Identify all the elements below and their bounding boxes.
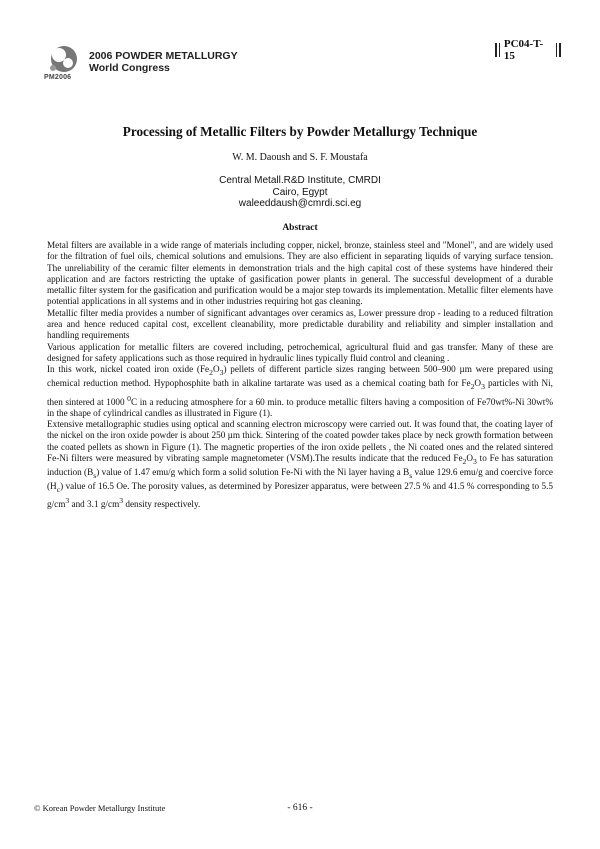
code-bar-icon — [499, 43, 500, 57]
code-bar-icon — [556, 43, 557, 57]
text-run: to Fe has saturation induction (B — [47, 453, 553, 478]
subscript: 2 — [462, 456, 467, 466]
subscript: s — [93, 471, 97, 481]
superscript: 3 — [65, 496, 70, 506]
code-bar-icon — [559, 43, 561, 57]
author-email: waleeddaush@cmrdi.sci.eg — [238, 198, 362, 210]
text-run: ) value of 16.5 Oe. The porosity values, as determined by Poresizer apparatus, were between 27.5 % and 41.5 % corresponding to 5.5 g/cm — [47, 481, 553, 510]
text-run: ) value of 1.47 emu/g which form a solid solution Fe-Ni with the Ni layer having a B — [96, 467, 410, 478]
subscript: 3 — [481, 382, 485, 392]
abstract-paragraph: Various application for metallic filters are covered including, petrochemical, agricultural fluid and gas transfer. Many of these are designed for safety applications such as those required in hydraulic lines typically fluid control and cleaning . — [47, 341, 553, 363]
text-run: O — [466, 453, 473, 464]
paper-code-text: PC04-T-15 — [503, 38, 544, 62]
abstract-paragraph — [47, 364, 553, 419]
text-run: C in a reducing atmosphere for a 60 min. to produce metallic filters having a composition of Fe70wt%-Ni 30wt% in the shape of cylindrical candles as illustrated in Figure (1). — [47, 396, 553, 418]
congress-name — [89, 50, 238, 74]
text-run: particles with Ni, then sintered at 1000 — [47, 378, 553, 407]
congress-line1: 2006 POWDER METALLURGY — [89, 50, 238, 62]
abstract-paragraph: Metal filters are available in a wide range of materials including copper, nickel, bronze, stainless steel and "Monel", and are widely used for the filtration of fuel oils, chemical solutions and emulsions. They are also efficient in separating liquids of varying surface tension. The unreliability of the ceramic filter elements in demonstration trials and the high capital cost of these systems have hindered their application and are factors restricting the uptake of gasification power plants in general. The successful development of a durable metallic filter system for the gasification and purification would be a major step towards its implementation. Metallic filter elements have potential applications in all systems and in other industries requiring hot gas cleaning. — [47, 240, 553, 307]
abstract-paragraph: Metallic filter media provides a number of significant advantages over ceramics as, Lower pressure drop - leading to a reduced filtration area and hence reduced capital cost, excellent cleanability, more predictable durability and reliability and simpler installation and handling requirements — [47, 307, 553, 341]
text-run: O — [212, 364, 220, 375]
abstract-paragraph — [47, 419, 553, 511]
affiliation-institute: Central Metall.R&D Institute, CMRDI — [219, 175, 381, 186]
paper-authors: W. M. Daoush and S. F. Moustafa — [232, 152, 368, 163]
paper-title: Processing of Metallic Filters by Powder Metallurgy Technique — [122, 124, 478, 139]
superscript: 3 — [119, 496, 124, 506]
subscript: 3 — [219, 368, 224, 378]
affiliation-city: Cairo, Egypt — [272, 186, 328, 198]
text-run: density respectively. — [123, 499, 201, 510]
paper-code — [494, 38, 562, 62]
text-run: O — [474, 378, 482, 389]
text-run: ) pellets of different particle sizes ranging between 500–900 µm were prepared using chemical reduction method. Hypophosphite bath in alkaline tartarate was used as a chemical coating bath for Fe — [47, 364, 553, 389]
superscript: 0 — [127, 393, 131, 403]
subscript: 2 — [470, 382, 475, 392]
footer-copyright: © Korean Powder Metallurgy Institute — [34, 803, 166, 813]
text-run: In this work, nickel coated iron oxide (Fe — [47, 364, 210, 375]
logo-label: PM2006 — [44, 74, 72, 81]
text-run: value 129.6 emu/g and coercive force (H — [47, 467, 553, 492]
page-number: - 616 - — [287, 803, 313, 813]
text-run: Extensive metallographic studies using optical and scanning electron microscopy were carried out. It was found that, the coating layer of the nickel on the iron oxide powder is about 250 µm thick. Sintering of the coated powder takes place by neck growth formation between the coated pellets as shown in Figure (1). The magnetic properties of the iron oxide pellets , the Ni coated ones and the related sintered Fe-Ni filters were measured by vibrating sample magnetometer (VSM).The results indicate that the reduced Fe — [47, 419, 553, 464]
affiliation — [0, 175, 600, 210]
subscript: 2 — [209, 368, 213, 378]
subscript: 3 — [473, 456, 477, 466]
congress-line2: World Congress — [89, 62, 170, 74]
text-run: and 3.1 g/cm — [69, 499, 120, 510]
subscript: s — [409, 471, 413, 481]
code-bar-icon — [495, 43, 497, 57]
abstract-heading: Abstract — [282, 223, 318, 233]
subscript: c — [56, 485, 61, 495]
abstract-body — [47, 240, 553, 511]
